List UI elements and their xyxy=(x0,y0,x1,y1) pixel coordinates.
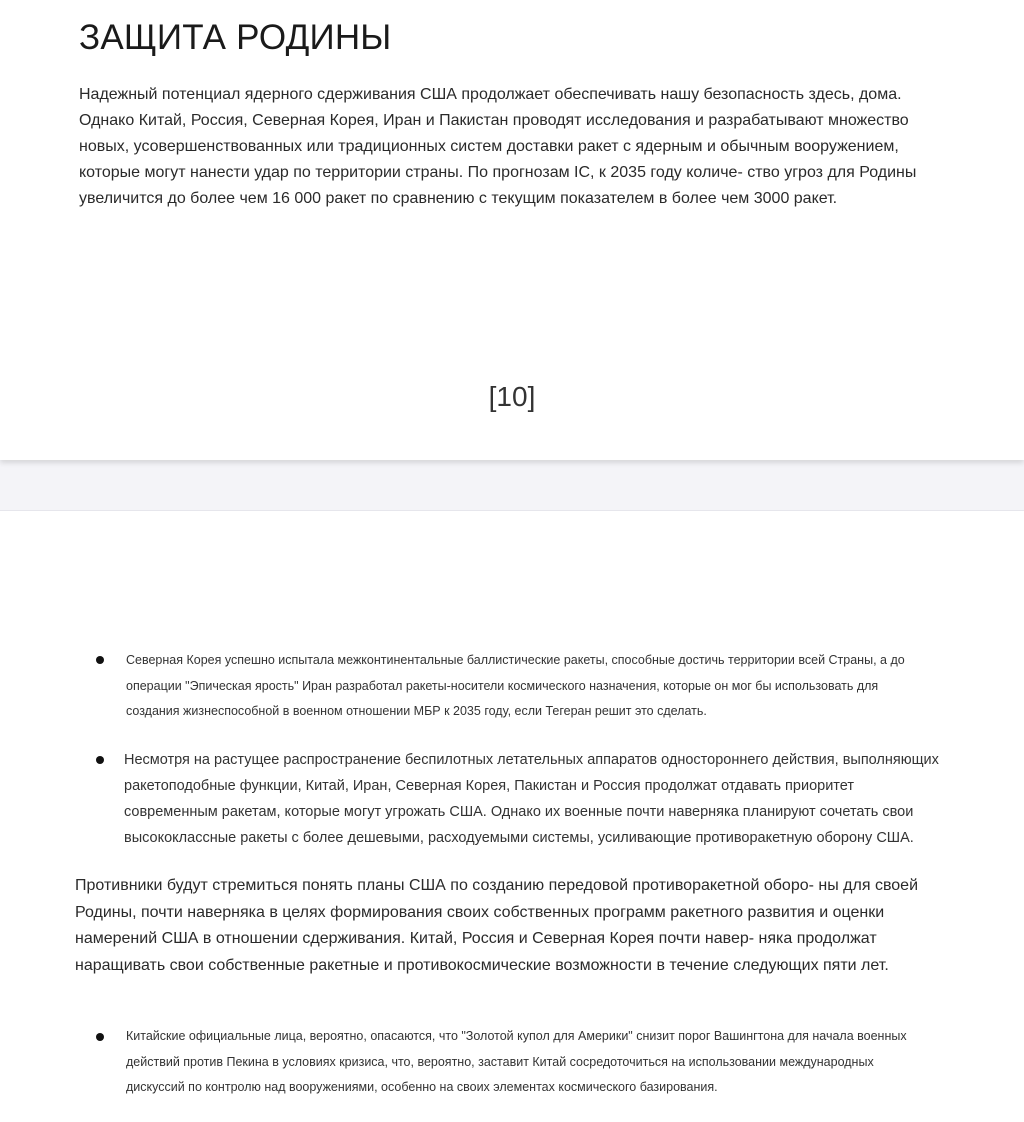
intro-paragraph: Надежный потенциал ядерного сдерживания США продолжает обеспечивать нашу безопасность здесь, дома. Однако Китай, Россия, Северная Корея, Иран и Пакистан проводят исследования и разрабатывают множество новых, усовершенствованных или традиционных систем доставки ракет с ядерным и обычным вооружением, которые могут нанести удар по территории страны. По прогнозам IC, к 2035 году количе- ство угроз для Родины увеличится до более чем 16 000 ракет по сравнению с текущим показателем в более чем 3000 ракет. xyxy=(79,86,917,207)
page-number: [10] xyxy=(488,381,536,412)
body-paragraph: Противники будут стремиться понять планы США по созданию передовой противоракетной оборо- ны для своей Родины, почти наверняка в целях формирования своих собственных программ ракетного развития и оценки намерений США в отношении сдерживания. Китай, Россия и Северная Корея почти навер- няка продолжат наращивать свои собственные ракетные и противокосмические возможности в течение следующих пяти лет. xyxy=(75,877,918,974)
bullet-marker xyxy=(96,756,104,764)
document-page-1 xyxy=(0,0,1024,460)
document-page-2 xyxy=(0,511,1024,1122)
bullet-text: Северная Корея успешно испытала межконтинентальные баллистические ракеты, способные достичь территории всей Страны, а до операции "Эпическая ярость" Иран разработал ракеты-носители космического назначения, которые он мог бы использовать для создания жизнеспособной в военном отношении МБР к 2035 году, если Тегеран решит это сделать. xyxy=(126,653,905,718)
bullet-text: Несмотря на растущее распространение беспилотных летательных аппаратов одностороннего действия, выполняющих ракетоподобные функции, Китай, Иран, Северная Корея, Пакистан и Россия продолжат отдавать приоритет современным ракетам, которые могут угрожать США. Однако их военные почти наверняка планируют сочетать свои высококлассные ракеты с более дешевыми, расходуемыми системы, усиливающие противоракетную оборону США. xyxy=(124,752,939,846)
bullet-marker xyxy=(96,656,104,664)
bullet-marker xyxy=(96,1033,104,1041)
section-heading: ЗАЩИТА РОДИНЫ xyxy=(79,18,392,57)
page-separator xyxy=(0,460,1024,511)
bullet-text: Китайские официальные лица, вероятно, опасаются, что "Золотой купол для Америки" снизит порог Вашингтона для начала военных действий против Пекина в условиях кризиса, что, вероятно, заставит Китай сосредоточиться на использовании международных дискуссий по контролю над вооружениями, особенно на своих элементах космического базирования. xyxy=(126,1029,907,1094)
